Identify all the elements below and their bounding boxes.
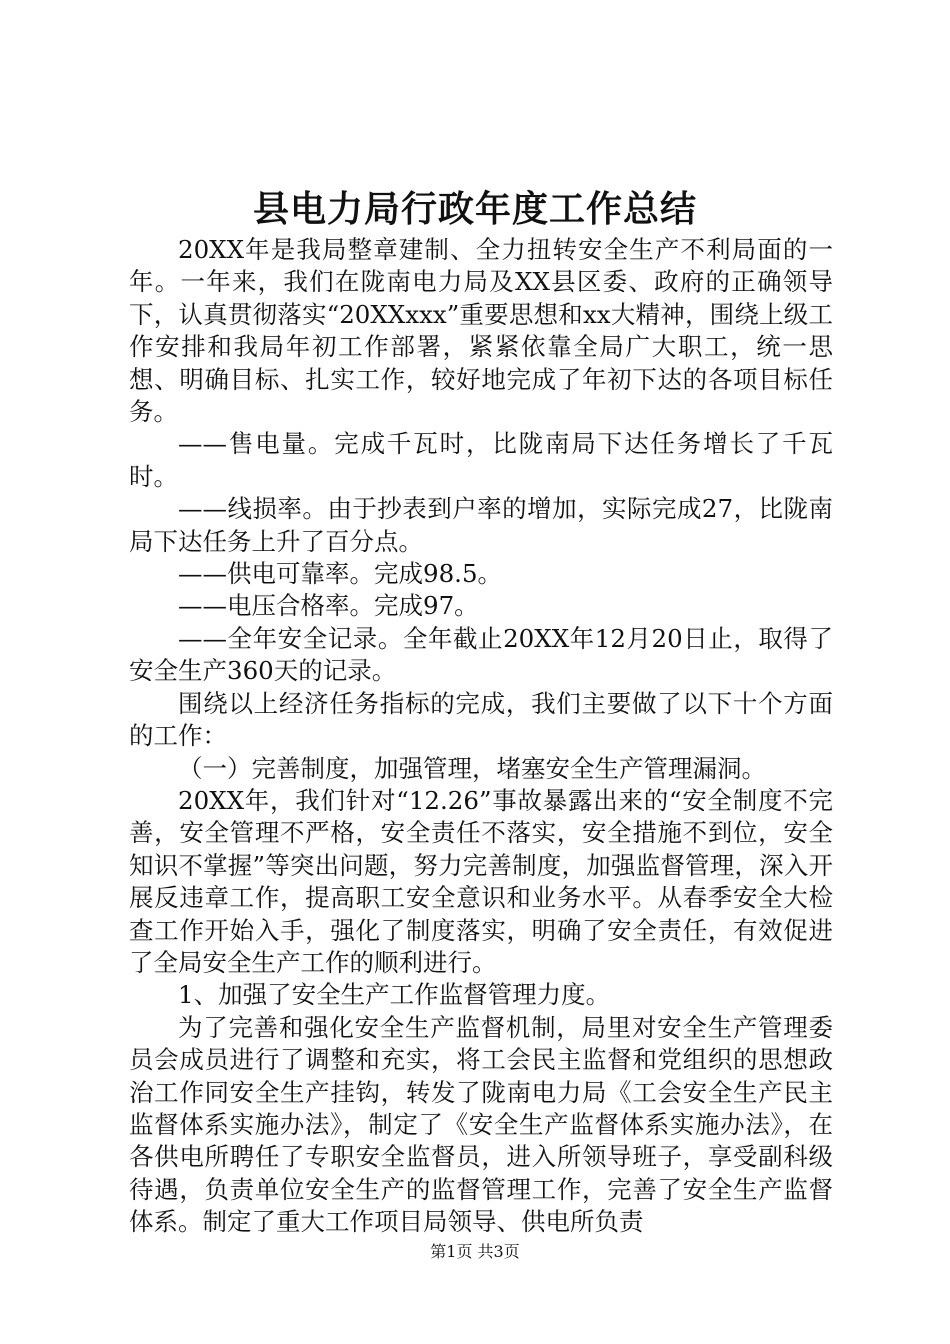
paragraph-line-loss: ——线损率。由于抄表到户率的增加，实际完成27，比陇南局下达任务上升了百分点。 (129, 494, 833, 556)
document-body (129, 234, 833, 1239)
paragraph-reliability: ——供电可靠率。完成98.5。 (178, 559, 503, 589)
paragraph-safety-record: ——全年安全记录。全年截止20XX年12月20日止，取得了安全生产360天的记录。 (129, 623, 833, 686)
subheading-1: 1、加强了安全生产工作监督管理力度。 (178, 980, 611, 1010)
paragraph-work-summary: 围绕以上经济任务指标的完成，我们主要做了以下十个方面的工作： (129, 688, 833, 751)
section-heading-1: （一）完善制度，加强管理，堵塞安全生产管理漏洞。 (178, 753, 766, 783)
document-title: 县电力局行政年度工作总结 (252, 188, 697, 230)
paragraph-voltage: ——电压合格率。完成97。 (178, 591, 479, 621)
page-footer: 第1页 共3页 (430, 1242, 520, 1261)
paragraph-sales: ——售电量。完成千瓦时，比陇南局下达任务增长了千瓦时。 (129, 429, 833, 491)
paragraph-section-1: 20XX年，我们针对“12.26”事故暴露出来的“安全制度不完善，安全管理不严格，安全责任不落实，安全措施不到位，安全知识不掌握”等突出问题，努力完善制度，加强监督管理，深入开展反违章工作，提高职工安全意识和业务水平。从春季安全大检查工作开始入手，强化了制度落实，明确了安全责任，有效促进了全局安全生产工作的顺利进行。 (129, 785, 833, 977)
paragraph-supervision: 为了完善和强化安全生产监督机制，局里对安全生产管理委员会成员进行了调整和充实，将工会民主监督和党组织的思想政治工作同安全生产挂钩，转发了陇南电力局《工会安全生产民主监督体系实施办法》，制定了《安全生产监督体系实施办法》，在各供电所聘任了专职安全监督员，进入所领导班子，享受副科级待遇，负责单位安全生产的监督管理工作，完善了安全生产监督体系。制定了重大工作项目局领导、供电所负责 (129, 1012, 833, 1237)
paragraph-intro: 20XX年是我局整章建制、全力扭转安全生产不利局面的一年。一年来，我们在陇南电力局及XX县区委、政府的正确领导下，认真贯彻落实“20XXxxx”重要思想和xx大精神，围绕上级工作安排和我局年初工作部署，紧紧依靠全局广大职工，统一思想、明确目标、扎实工作，较好地完成了年初下达的各项目标任务。 (129, 235, 833, 427)
